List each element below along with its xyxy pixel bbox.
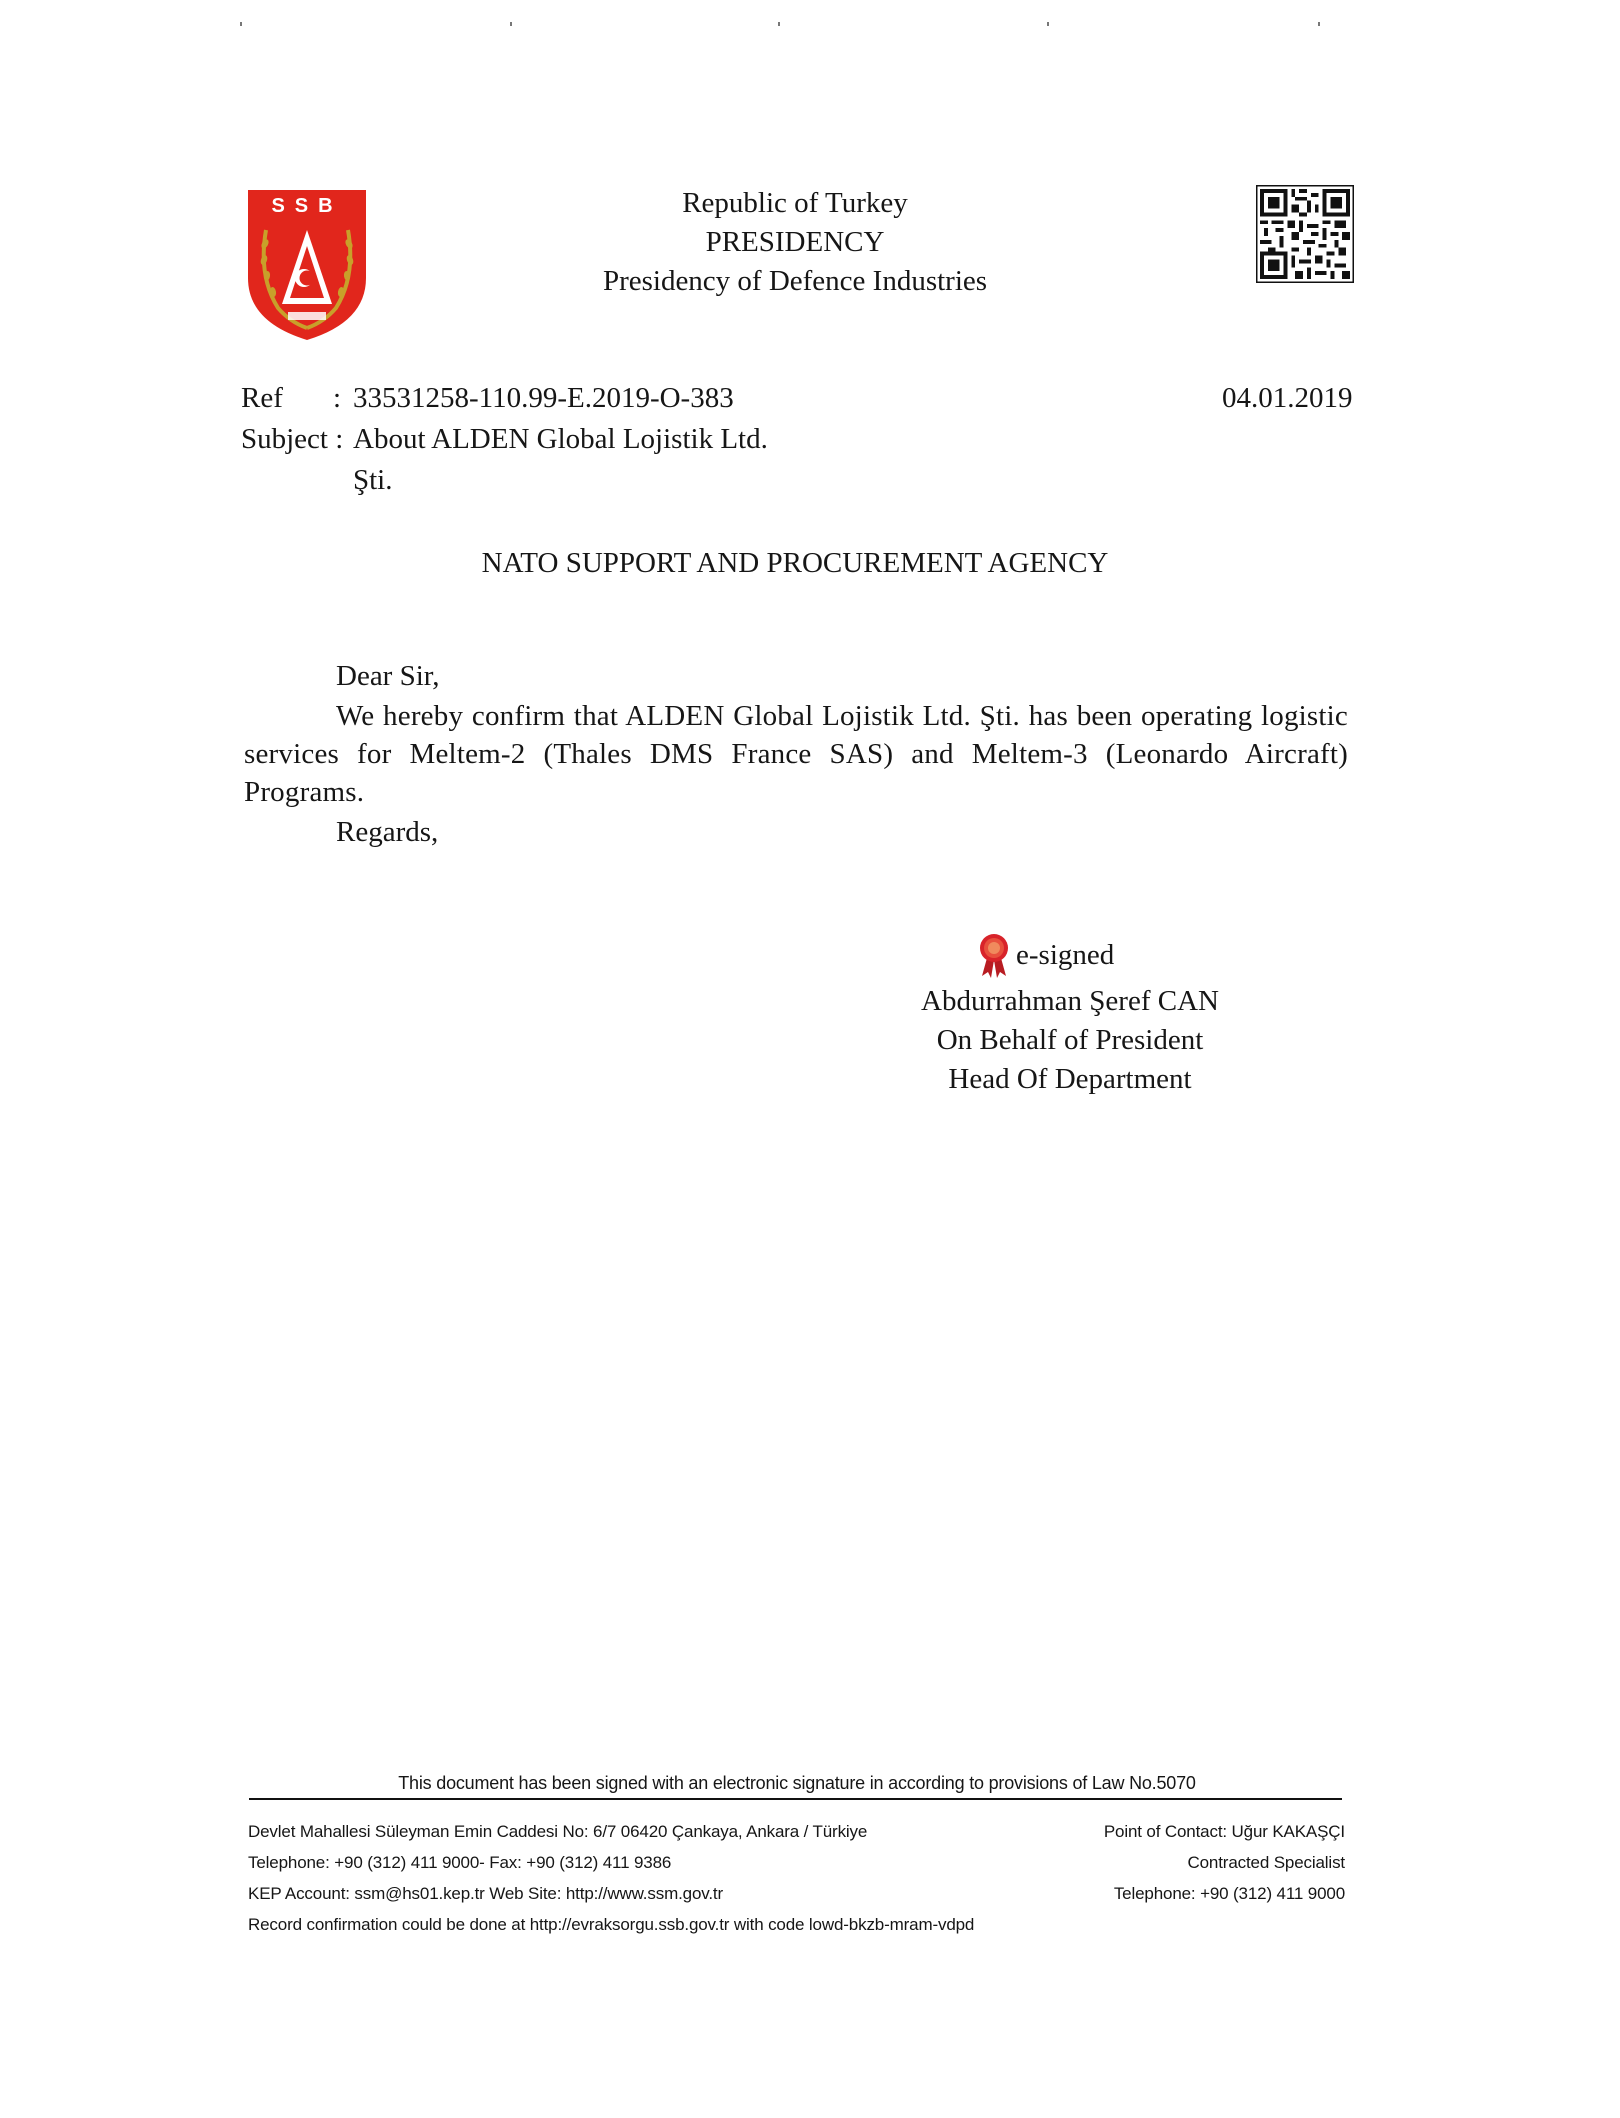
scan-mark: [240, 22, 242, 26]
contact-name: Point of Contact: Uğur KAKAŞÇI: [1103, 1822, 1345, 1841]
scan-mark: [1047, 22, 1049, 26]
closing: Regards,: [336, 816, 439, 848]
ssb-logo-icon: [244, 186, 370, 342]
contact-phone: Telephone: +90 (312) 411 9000: [1113, 1884, 1345, 1903]
subject-label: Subject :: [241, 423, 344, 455]
ref-label: Ref: [241, 382, 283, 414]
footer-point-of-contact: [1020, 1816, 1345, 1909]
addressee: NATO SUPPORT AND PROCUREMENT AGENCY: [481, 547, 1109, 579]
signature-block: [870, 982, 1270, 1099]
salutation: Dear Sir,: [336, 660, 440, 692]
e-signed-label: e-signed: [1016, 938, 1115, 971]
scan-mark: [510, 22, 512, 26]
e-signature-seal-icon: [978, 932, 1010, 978]
scan-mark: [778, 22, 780, 26]
e-signature-note: This document has been signed with an electronic signature in according to provisions of Law No.5070: [398, 1773, 1196, 1793]
subject-text: [353, 419, 993, 501]
footer-record-confirmation: Record confirmation could be done at http://evraksorgu.ssb.gov.tr with code lowd-bkzb-mram-vdpd: [248, 1915, 975, 1934]
ssb-logo-text: SSB: [271, 195, 343, 217]
ref-number: 33531258-110.99-E.2019-O-383: [353, 382, 734, 414]
signatory-title: Head Of Department: [948, 1063, 1192, 1095]
footer-divider: [249, 1798, 1342, 1800]
subject-line-1: About ALDEN Global Lojistik Ltd.: [353, 423, 768, 455]
footer-phone-fax: Telephone: +90 (312) 411 9000- Fax: +90 (312) 411 9386: [248, 1853, 672, 1872]
ref-colon: :: [333, 382, 342, 414]
e-signed-mark: [978, 932, 1114, 978]
footer-kep-web: KEP Account: ssm@hs01.kep.tr Web Site: http://www.ssm.gov.tr: [248, 1884, 724, 1903]
footer-address: Devlet Mahallesi Süleyman Emin Caddesi No: 6/7 06420 Çankaya, Ankara / Türkiye: [248, 1822, 868, 1841]
contact-title: Contracted Specialist: [1187, 1853, 1345, 1872]
scan-mark: [1318, 22, 1320, 26]
signatory-name: Abdurrahman Şeref CAN: [921, 985, 1219, 1017]
office-name: PRESIDENCY: [705, 226, 885, 258]
body-paragraph: We hereby confirm that ALDEN Global Lojistik Ltd. Şti. has been operating logistic services for Meltem-2 (Thales DMS France SAS) and Meltem-3 (Leonardo Aircraft) Programs.: [244, 700, 1348, 808]
letterhead: [560, 184, 1030, 301]
qr-code-icon: [1256, 185, 1354, 283]
document-date: 04.01.2019: [1222, 382, 1353, 414]
signatory-role: On Behalf of President: [936, 1024, 1204, 1056]
department-name: Presidency of Defence Industries: [602, 265, 988, 297]
footer-contact-info: [248, 1816, 1128, 1940]
country-name: Republic of Turkey: [682, 187, 908, 219]
subject-line-2: Şti.: [353, 464, 393, 496]
